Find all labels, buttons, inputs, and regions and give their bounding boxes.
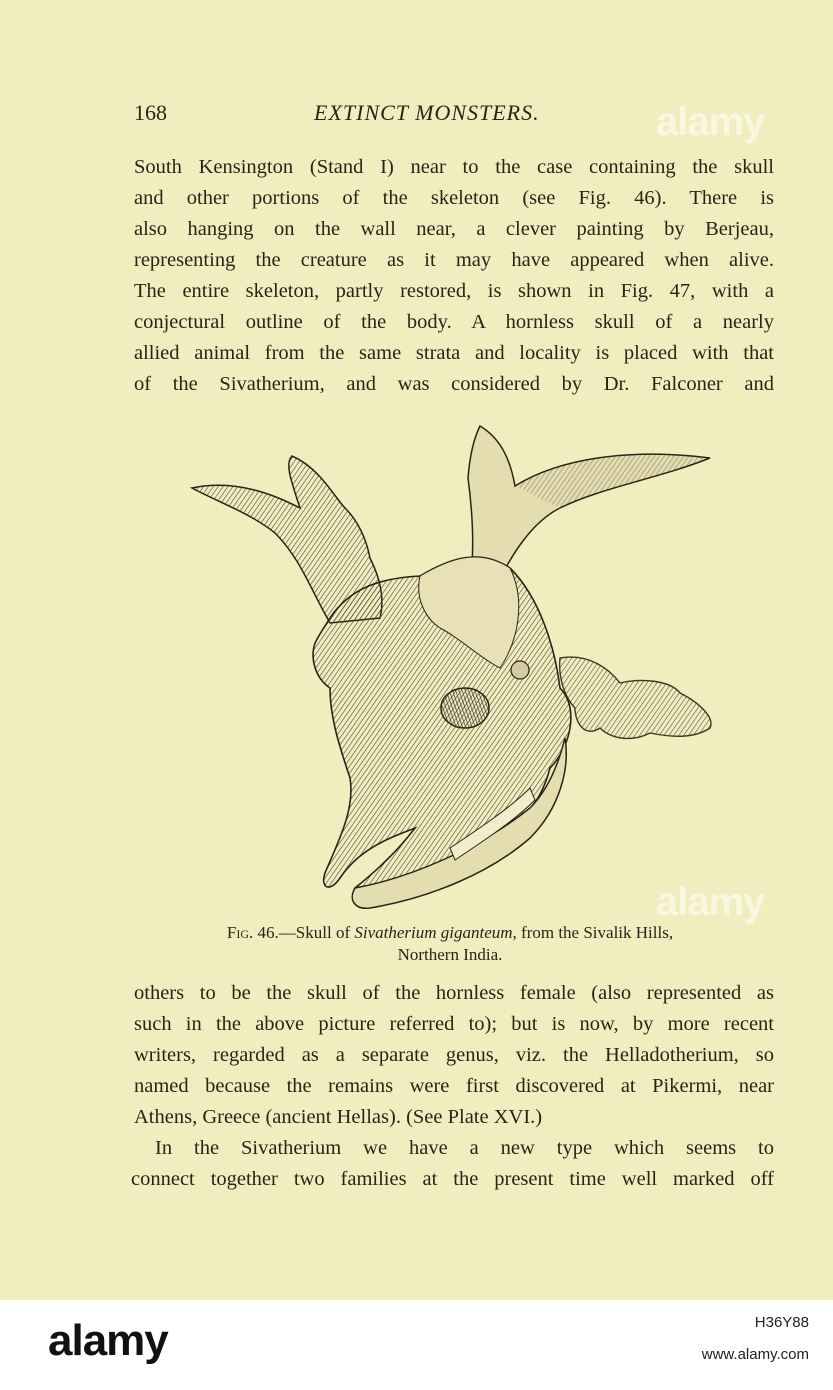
figure-caption <box>150 922 750 966</box>
running-title: EXTINCT MONSTERS. <box>314 100 540 125</box>
image-id: H36Y88 <box>754 1314 809 1331</box>
text-line: South Kensington (Stand I) near to the case containing the skull <box>134 156 774 178</box>
text-line: of the Sivatherium, and was considered by Dr. Falconer and <box>134 373 774 395</box>
watermark: alamy <box>656 100 765 144</box>
text-line: connect together two families at the present time well marked off <box>131 1168 774 1190</box>
paragraph-3 <box>131 1133 774 1195</box>
species-name: Sivatherium giganteum <box>354 923 513 942</box>
caption-text: , from the Sivalik Hills, <box>512 923 674 942</box>
text-line: and other portions of the skeleton (see Fig. 46). There is <box>134 187 774 209</box>
text-line: conjectural outline of the body. A hornless skull of a nearly <box>134 311 774 333</box>
text-line: also hanging on the wall near, a clever painting by Berjeau, <box>134 218 774 240</box>
site-url: www.alamy.com <box>701 1346 809 1363</box>
text-line: The entire skeleton, partly restored, is shown in Fig. 47, with a <box>134 280 774 302</box>
text-line: such in the above picture referred to); but is now, by more recent <box>134 1013 774 1035</box>
caption-text: —Skull of <box>278 923 355 942</box>
paragraph-1 <box>134 152 774 400</box>
brand-logo: alamy <box>48 1316 168 1365</box>
text-line: writers, regarded as a separate genus, viz. the Helladotherium, so <box>134 1044 774 1066</box>
caption-line-1 <box>150 922 750 944</box>
text-line: Athens, Greece (ancient Hellas). (See Plate XVI.) <box>134 1106 543 1128</box>
text-line: representing the creature as it may have appeared when alive. <box>134 249 774 271</box>
paragraph-2 <box>134 978 774 1133</box>
watermark: alamy <box>656 880 765 924</box>
text-line: named because the remains were first discovered at Pikermi, near <box>134 1075 774 1097</box>
caption-line-2: Northern India. <box>397 945 503 964</box>
page-number: 168 <box>134 100 167 125</box>
figure-label: Fig. 46. <box>226 923 279 942</box>
text-line: others to be the skull of the hornless female (also represented as <box>134 982 774 1004</box>
skull-illustration <box>180 408 720 918</box>
text-line: allied animal from the same strata and locality is placed with that <box>134 342 774 364</box>
stock-footer <box>0 1300 833 1390</box>
text-line: In the Sivatherium we have a new type which seems to <box>155 1137 774 1159</box>
